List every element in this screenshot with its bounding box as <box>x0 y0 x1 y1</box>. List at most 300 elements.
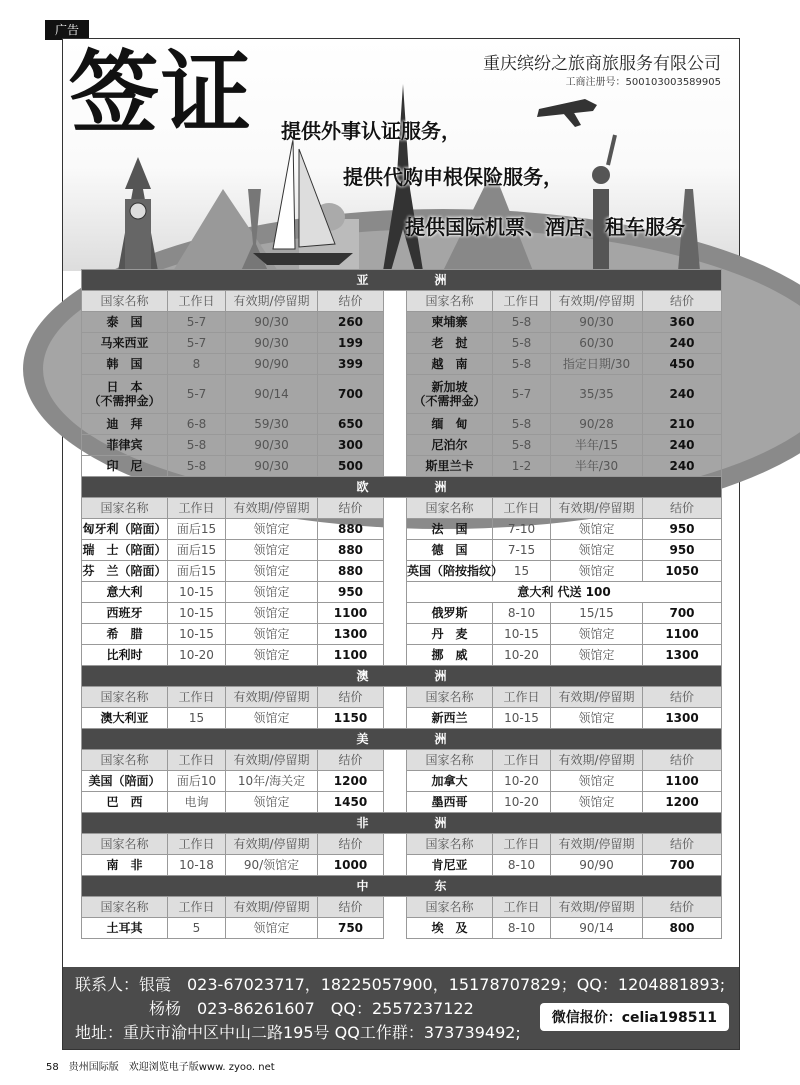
table-row <box>82 918 722 939</box>
country-name <box>407 855 493 876</box>
country-name-text: 南 非 <box>106 858 143 872</box>
country-name-text: 澳大利亚 <box>100 711 149 725</box>
working-days: 5-8 <box>493 354 551 375</box>
working-days: 5-8 <box>493 333 551 354</box>
country-name <box>82 792 168 813</box>
table-row <box>82 561 722 582</box>
price: 700 <box>643 603 722 624</box>
column-gap <box>384 792 407 813</box>
working-days: 面后15 <box>168 519 226 540</box>
country-note: （不需押金） <box>413 394 486 408</box>
section-header <box>82 666 722 687</box>
price: 199 <box>318 333 384 354</box>
validity-stay: 领馆定 <box>226 792 318 813</box>
column-header: 国家名称 <box>82 750 168 771</box>
contact-name-2: 杨杨 <box>149 999 182 1018</box>
validity-stay: 90/14 <box>226 375 318 414</box>
page-footer: 58 贵州国际版 欢迎浏览电子版www. zyoo. net <box>46 1062 275 1073</box>
column-header: 国家名称 <box>82 498 168 519</box>
country-name-text: 瑞 士（陪面） <box>82 543 167 557</box>
country-name <box>82 414 168 435</box>
price: 1300 <box>643 708 722 729</box>
section-title <box>82 729 722 750</box>
price: 880 <box>318 540 384 561</box>
working-days: 15 <box>493 561 551 582</box>
validity-stay: 90/30 <box>226 456 318 477</box>
working-days: 5-7 <box>168 333 226 354</box>
price: 880 <box>318 561 384 582</box>
column-gap <box>384 771 407 792</box>
banner <box>63 39 739 271</box>
slogan-1: 提供外事认证服务， <box>281 119 461 143</box>
column-gap <box>384 519 407 540</box>
slogan-3: 提供国际机票、酒店、租车服务 <box>405 215 685 239</box>
validity-stay: 35/35 <box>551 375 643 414</box>
price: 1100 <box>643 771 722 792</box>
country-name <box>82 708 168 729</box>
validity-stay: 10年/海关定 <box>226 771 318 792</box>
column-gap <box>384 375 407 414</box>
section-header <box>82 477 722 498</box>
column-header: 国家名称 <box>407 750 493 771</box>
section-label-a: 亚 <box>356 273 369 287</box>
country-name-text: 新加坡 <box>431 380 468 394</box>
column-gap <box>384 414 407 435</box>
country-name <box>82 918 168 939</box>
column-header: 工作日 <box>168 291 226 312</box>
column-gap <box>384 603 407 624</box>
country-name <box>407 414 493 435</box>
column-header: 工作日 <box>493 750 551 771</box>
column-gap <box>384 456 407 477</box>
price: 1100 <box>318 645 384 666</box>
validity-stay: 领馆定 <box>226 918 318 939</box>
column-header: 国家名称 <box>82 834 168 855</box>
column-gap <box>384 624 407 645</box>
column-gap <box>384 645 407 666</box>
column-header: 工作日 <box>168 834 226 855</box>
column-gap <box>384 582 407 603</box>
validity-stay: 领馆定 <box>551 519 643 540</box>
country-name-text: 德 国 <box>431 543 468 557</box>
country-name-text: 意大利 <box>106 585 143 599</box>
price: 650 <box>318 414 384 435</box>
column-header: 有效期/停留期 <box>226 687 318 708</box>
price: 210 <box>643 414 722 435</box>
column-header: 工作日 <box>493 687 551 708</box>
section-title <box>82 270 722 291</box>
country-name <box>407 375 493 414</box>
column-header: 国家名称 <box>82 291 168 312</box>
country-name <box>407 792 493 813</box>
column-header: 国家名称 <box>407 897 493 918</box>
column-gap <box>384 897 407 918</box>
column-gap <box>384 687 407 708</box>
column-header: 有效期/停留期 <box>226 291 318 312</box>
working-days: 5-8 <box>493 435 551 456</box>
country-name-text: 美国（陪面） <box>88 774 161 788</box>
country-name-text: 英国（陪按指纹） <box>407 564 504 578</box>
column-header: 工作日 <box>493 498 551 519</box>
address-line: 地址：重庆市渝中区中山二路195号 QQ工作群：373739492; <box>75 1023 521 1042</box>
country-name <box>82 645 168 666</box>
price: 700 <box>318 375 384 414</box>
column-header: 结价 <box>643 834 722 855</box>
validity-stay: 领馆定 <box>226 645 318 666</box>
column-header: 国家名称 <box>407 291 493 312</box>
country-name <box>407 519 493 540</box>
ad-tag: 广告 <box>45 20 89 40</box>
price: 500 <box>318 456 384 477</box>
column-header-row <box>82 687 722 708</box>
country-name-text: 越 南 <box>431 357 468 371</box>
column-gap <box>384 540 407 561</box>
validity-stay: 90/14 <box>551 918 643 939</box>
table-row <box>82 855 722 876</box>
working-days: 5-8 <box>493 312 551 333</box>
column-header: 结价 <box>643 750 722 771</box>
section-title <box>82 813 722 834</box>
price: 950 <box>643 519 722 540</box>
column-header: 有效期/停留期 <box>226 498 318 519</box>
column-header: 有效期/停留期 <box>551 897 643 918</box>
country-name <box>82 435 168 456</box>
validity-stay: 领馆定 <box>226 708 318 729</box>
column-header: 有效期/停留期 <box>551 834 643 855</box>
section-label-a: 澳 <box>356 669 369 683</box>
price: 240 <box>643 456 722 477</box>
column-header-row <box>82 897 722 918</box>
table-row <box>82 708 722 729</box>
country-name <box>82 624 168 645</box>
country-name <box>407 624 493 645</box>
working-days: 5-8 <box>168 456 226 477</box>
working-days: 10-20 <box>493 645 551 666</box>
column-gap <box>384 333 407 354</box>
column-header: 工作日 <box>168 750 226 771</box>
column-header: 结价 <box>318 687 384 708</box>
column-gap <box>384 855 407 876</box>
country-name-text: 巴 西 <box>106 795 143 809</box>
section-label-b: 洲 <box>434 816 447 830</box>
column-header: 结价 <box>643 498 722 519</box>
country-name <box>407 561 504 582</box>
country-name <box>407 918 493 939</box>
section-header <box>82 876 722 897</box>
table-row <box>82 312 722 333</box>
country-name <box>82 771 168 792</box>
column-gap <box>384 354 407 375</box>
validity-stay: 半年/15 <box>551 435 643 456</box>
working-days: 5-7 <box>168 312 226 333</box>
table-row <box>82 435 722 456</box>
column-header: 有效期/停留期 <box>551 687 643 708</box>
table-row <box>82 540 722 561</box>
page-title: 签证 <box>69 40 253 146</box>
country-name-text: 韩 国 <box>106 357 143 371</box>
validity-stay: 90/领馆定 <box>226 855 318 876</box>
country-name-text: 墨西哥 <box>431 795 468 809</box>
validity-stay: 59/30 <box>226 414 318 435</box>
country-name <box>82 456 168 477</box>
column-header: 工作日 <box>168 897 226 918</box>
column-gap <box>384 708 407 729</box>
country-name-text: 柬埔寨 <box>431 315 468 329</box>
working-days: 10-15 <box>493 708 551 729</box>
column-header-row <box>82 834 722 855</box>
price: 260 <box>318 312 384 333</box>
promo-note: 意大利 代送 100 <box>407 582 722 603</box>
country-note: （不需押金） <box>88 394 161 408</box>
country-name-text: 比利时 <box>106 648 143 662</box>
working-days: 8-10 <box>493 603 551 624</box>
validity-stay: 领馆定 <box>226 624 318 645</box>
column-header: 有效期/停留期 <box>226 750 318 771</box>
price: 300 <box>318 435 384 456</box>
column-header: 有效期/停留期 <box>226 897 318 918</box>
section-header <box>82 729 722 750</box>
table-row <box>82 414 722 435</box>
price: 1150 <box>318 708 384 729</box>
slogan-2: 提供代购申根保险服务， <box>343 165 563 189</box>
column-header: 结价 <box>318 750 384 771</box>
section-title <box>82 477 722 498</box>
working-days: 面后15 <box>168 561 226 582</box>
country-name-text: 缅 甸 <box>431 417 468 431</box>
working-days: 7-15 <box>493 540 551 561</box>
table-row <box>82 771 722 792</box>
working-days: 10-20 <box>493 792 551 813</box>
price: 1100 <box>318 603 384 624</box>
working-days: 5-8 <box>168 435 226 456</box>
country-name <box>82 603 168 624</box>
working-days: 10-15 <box>168 624 226 645</box>
country-name-text: 迪 拜 <box>106 417 143 431</box>
country-name-text: 埃 及 <box>431 921 468 935</box>
table-row <box>82 519 722 540</box>
column-header: 有效期/停留期 <box>551 291 643 312</box>
country-name <box>407 354 493 375</box>
working-days: 8-10 <box>493 918 551 939</box>
validity-stay: 90/28 <box>551 414 643 435</box>
validity-stay: 领馆定 <box>551 624 643 645</box>
price: 240 <box>643 333 722 354</box>
table-row <box>82 354 722 375</box>
working-days: 电询 <box>168 792 226 813</box>
working-days: 5 <box>168 918 226 939</box>
validity-stay: 60/30 <box>551 333 643 354</box>
country-name <box>82 561 168 582</box>
country-name-text: 匈牙利（陪面） <box>82 522 167 536</box>
validity-stay: 15/15 <box>551 603 643 624</box>
country-name <box>82 333 168 354</box>
validity-stay: 领馆定 <box>226 561 318 582</box>
column-header: 结价 <box>643 687 722 708</box>
working-days: 10-20 <box>168 645 226 666</box>
column-header: 结价 <box>318 834 384 855</box>
column-header: 工作日 <box>493 834 551 855</box>
country-name <box>82 582 168 603</box>
section-label-a: 非 <box>356 816 369 830</box>
validity-stay: 90/90 <box>226 354 318 375</box>
working-days: 5-8 <box>493 414 551 435</box>
column-header: 有效期/停留期 <box>551 750 643 771</box>
column-header: 结价 <box>318 291 384 312</box>
country-name-text: 俄罗斯 <box>431 606 468 620</box>
validity-stay: 领馆定 <box>226 519 318 540</box>
validity-stay: 90/30 <box>551 312 643 333</box>
working-days: 6-8 <box>168 414 226 435</box>
validity-stay: 90/30 <box>226 333 318 354</box>
section-label-a: 欧 <box>356 480 369 494</box>
country-name-text: 希 腊 <box>106 627 143 641</box>
price: 1200 <box>318 771 384 792</box>
working-days: 15 <box>168 708 226 729</box>
country-name-text: 土耳其 <box>106 921 143 935</box>
wechat-badge: 微信报价：celia198511 <box>540 1003 729 1031</box>
price: 950 <box>318 582 384 603</box>
country-name-text: 芬 兰（陪面） <box>82 564 167 578</box>
working-days: 5-7 <box>493 375 551 414</box>
section-label-b: 洲 <box>434 732 447 746</box>
column-gap <box>384 312 407 333</box>
validity-stay: 领馆定 <box>226 603 318 624</box>
price: 950 <box>643 540 722 561</box>
price: 450 <box>643 354 722 375</box>
validity-stay: 半年/30 <box>551 456 643 477</box>
column-header: 结价 <box>643 291 722 312</box>
column-header: 工作日 <box>493 291 551 312</box>
price: 700 <box>643 855 722 876</box>
country-name-text: 老 挝 <box>431 336 468 350</box>
column-gap <box>384 918 407 939</box>
country-name <box>407 435 493 456</box>
country-name-text: 西班牙 <box>106 606 143 620</box>
price: 1300 <box>643 645 722 666</box>
column-header: 有效期/停留期 <box>551 498 643 519</box>
country-name-text: 法 国 <box>431 522 468 536</box>
country-name <box>82 540 168 561</box>
country-name <box>407 603 493 624</box>
country-name-text: 肯尼亚 <box>431 858 468 872</box>
validity-stay: 领馆定 <box>551 540 643 561</box>
price: 240 <box>643 375 722 414</box>
section-label-a: 美 <box>356 732 369 746</box>
contact-line-1: 联系人：银霞 023-67023717，18225057900，15178707829；QQ：1204881893; <box>75 975 726 994</box>
validity-stay: 领馆定 <box>551 708 643 729</box>
country-name-text: 丹 麦 <box>431 627 468 641</box>
column-header-row <box>82 750 722 771</box>
section-label-b: 洲 <box>434 669 447 683</box>
section-title <box>82 876 722 897</box>
column-header: 结价 <box>318 897 384 918</box>
country-name-text: 新西兰 <box>431 711 468 725</box>
section-header <box>82 813 722 834</box>
contact-line-2 <box>75 996 474 1019</box>
country-name-text: 印 尼 <box>106 459 143 473</box>
column-header: 工作日 <box>493 897 551 918</box>
validity-stay: 指定日期/30 <box>551 354 643 375</box>
price: 1100 <box>643 624 722 645</box>
price: 1050 <box>643 561 722 582</box>
column-header-row <box>82 291 722 312</box>
validity-stay: 领馆定 <box>226 540 318 561</box>
column-header-row <box>82 498 722 519</box>
registration-number: 工商注册号：500103003589905 <box>565 77 721 88</box>
section-label-b: 洲 <box>434 273 447 287</box>
contact-footer <box>63 967 739 1049</box>
validity-stay: 领馆定 <box>551 561 643 582</box>
column-header: 结价 <box>318 498 384 519</box>
country-name-text: 马来西亚 <box>100 336 149 350</box>
country-name <box>407 540 493 561</box>
column-gap <box>384 498 407 519</box>
table-row <box>82 792 722 813</box>
working-days: 5-7 <box>168 375 226 414</box>
validity-stay: 领馆定 <box>551 645 643 666</box>
working-days: 10-15 <box>168 582 226 603</box>
working-days: 面后15 <box>168 540 226 561</box>
column-header: 国家名称 <box>82 897 168 918</box>
working-days: 7-10 <box>493 519 551 540</box>
working-days: 1-2 <box>493 456 551 477</box>
price: 399 <box>318 354 384 375</box>
column-header: 工作日 <box>168 498 226 519</box>
working-days: 10-18 <box>168 855 226 876</box>
country-name <box>82 375 168 414</box>
column-header: 国家名称 <box>407 687 493 708</box>
column-header: 国家名称 <box>407 834 493 855</box>
price: 800 <box>643 918 722 939</box>
country-name <box>407 771 493 792</box>
working-days: 8-10 <box>493 855 551 876</box>
validity-stay: 90/30 <box>226 435 318 456</box>
column-gap <box>384 291 407 312</box>
column-gap <box>384 750 407 771</box>
country-name <box>82 312 168 333</box>
column-gap <box>384 834 407 855</box>
column-header: 有效期/停留期 <box>226 834 318 855</box>
table-row <box>82 375 722 414</box>
validity-stay: 领馆定 <box>551 792 643 813</box>
country-name-text: 菲律宾 <box>106 438 143 452</box>
country-name-text: 日 本 <box>106 380 143 394</box>
country-name-text: 尼泊尔 <box>431 438 468 452</box>
country-name <box>407 645 493 666</box>
advertisement-page <box>62 38 740 1050</box>
working-days: 10-15 <box>493 624 551 645</box>
working-days: 面后10 <box>168 771 226 792</box>
table-row <box>82 456 722 477</box>
column-header: 国家名称 <box>82 687 168 708</box>
table-row <box>82 645 722 666</box>
price: 360 <box>643 312 722 333</box>
column-header: 国家名称 <box>407 498 493 519</box>
validity-stay: 90/30 <box>226 312 318 333</box>
price: 1450 <box>318 792 384 813</box>
price: 1000 <box>318 855 384 876</box>
section-label-b: 东 <box>434 879 447 893</box>
country-name-text: 挪 威 <box>431 648 468 662</box>
company-name: 重庆缤纷之旅商旅服务有限公司 <box>483 54 721 74</box>
table-row <box>82 624 722 645</box>
working-days: 10-15 <box>168 603 226 624</box>
working-days: 8 <box>168 354 226 375</box>
column-gap <box>384 435 407 456</box>
country-name <box>82 519 168 540</box>
section-header <box>82 270 722 291</box>
price: 880 <box>318 519 384 540</box>
